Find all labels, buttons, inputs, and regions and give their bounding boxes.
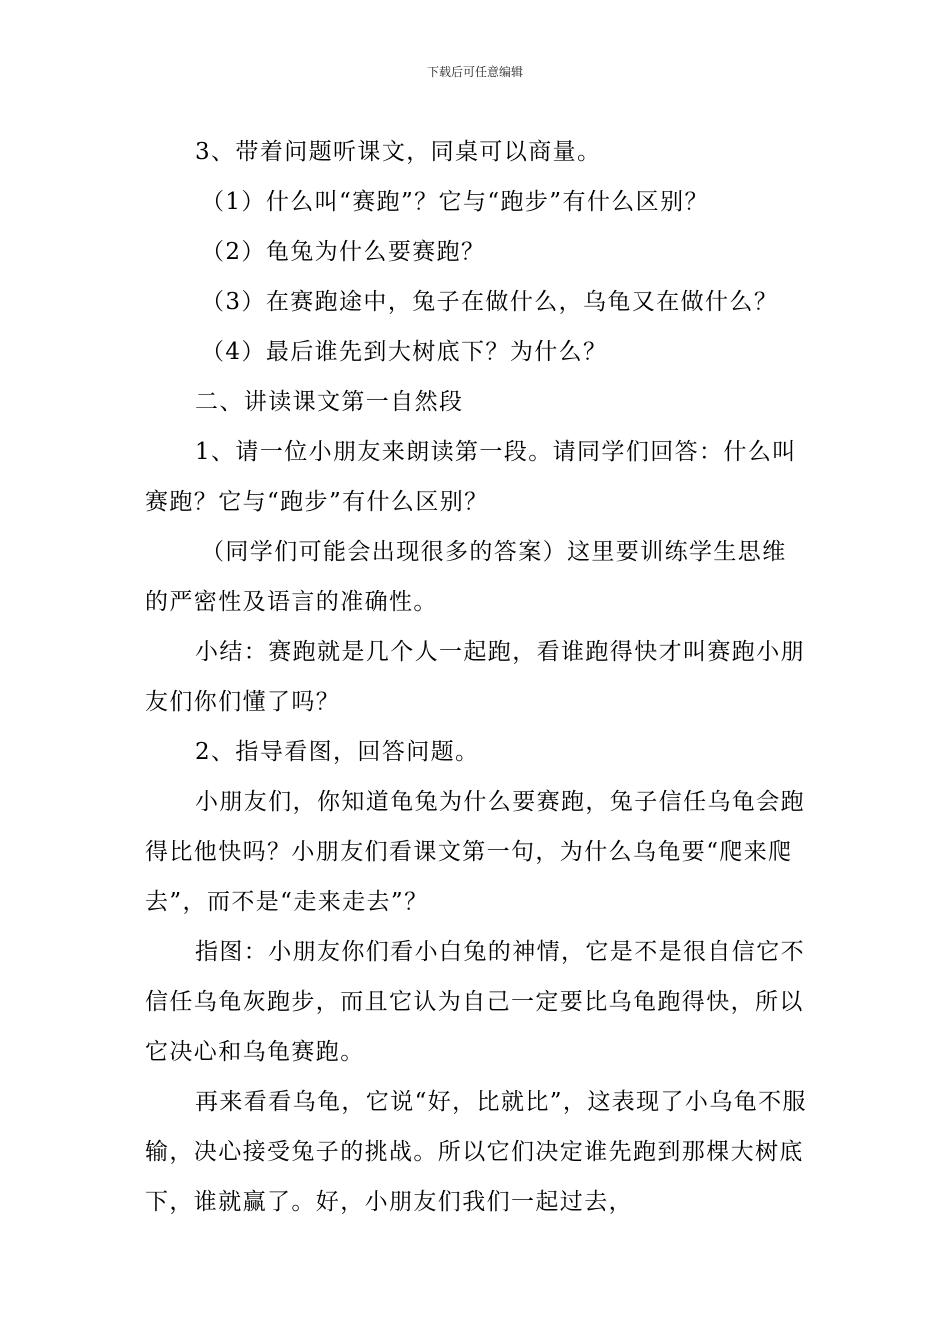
paragraph-6: 指图：小朋友你们看小白兔的神情，它是不是很自信它不信任乌龟灰跑步，而且它认为自己一定要比乌龟跑得快，所以它决心和乌龟赛跑。 [145,939,805,1065]
paragraph-1: 3、带着问题听课文，同桌可以商量。 [195,139,602,165]
question-1: （1）什么叫“赛跑”？它与“跑步”有什么区别？ [201,189,709,215]
paragraph-4: 2、指导看图，回答问题。 [195,739,480,765]
section-heading: 二、讲读课文第一自然段 [195,389,464,415]
paragraph-5: 小朋友们，你知道龟兔为什么要赛跑，兔子信任乌龟会跑得比他快吗？小朋友们看课文第一句，为什么乌龟要“爬来爬去”，而不是“走来走去”？ [145,789,805,915]
paragraph-summary: 小结：赛跑就是几个人一起跑，看谁跑得快才叫赛跑小朋友们你们懂了吗？ [145,639,805,715]
question-2: （2）龟兔为什么要赛跑？ [201,239,486,265]
question-3: （3）在赛跑途中，兔子在做什么，乌龟又在做什么？ [201,289,779,315]
page-header: 下载后可任意编辑 [426,65,523,79]
paragraph-3: （同学们可能会出现很多的答案）这里要训练学生思维的严密性及语言的准确性。 [145,539,787,615]
document-body [145,127,809,1227]
question-4: （4）最后谁先到大树底下？为什么？ [201,339,608,365]
paragraph-7: 再来看看乌龟，它说“好，比就比”，这表现了小乌龟不服输，决心接受兔子的挑战。所以它们决定谁先跑到那棵大树底下，谁就赢了。好，小朋友们我们一起过去， [145,1089,807,1215]
paragraph-2: 1、请一位小朋友来朗读第一段。请同学们回答：什么叫赛跑？它与“跑步”有什么区别？ [145,439,797,515]
